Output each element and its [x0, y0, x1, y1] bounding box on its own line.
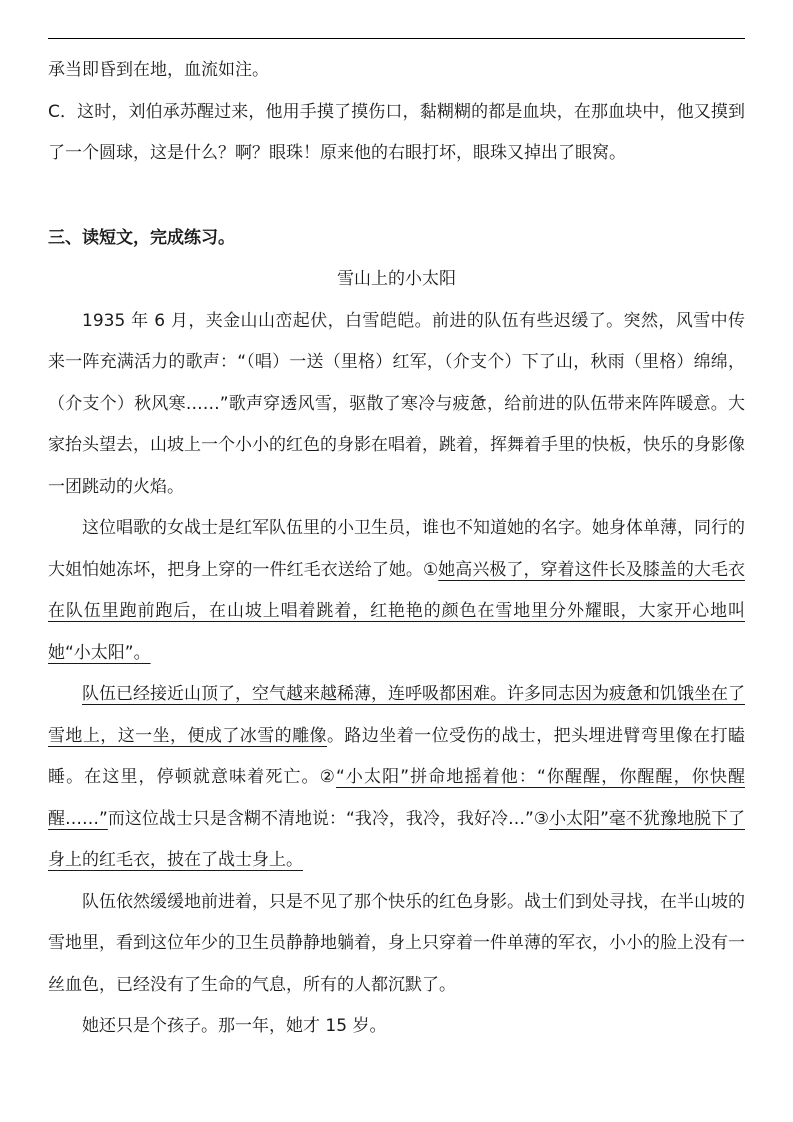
option-c: C．这时，刘伯承苏醒过来，他用手摸了摸伤口，黏糊糊的都是血块，在那血块中，他又摸到了一个圆球，这是什么？啊？眼珠！原来他的右眼打坏，眼珠又掉出了眼窝。 [48, 101, 745, 163]
underlined-sentence-2: “小太阳”拼命地摇着他：“你醒醒，你醒醒，你快醒醒……” [48, 767, 745, 829]
section-gap [48, 175, 745, 218]
paragraph-4: 队伍依然缓缓地前进着，只是不见了那个快乐的红色身影。战士们到处寻找，在半山坡的雪地里，看到这位年少的卫生员静静地躺着，身上只穿着一件单薄的军衣，小小的脸上没有一丝血色，已经没有了生命的气息，所有的人都沉默了。 [48, 891, 745, 995]
paragraph-1: 1935 年 6 月，夹金山山峦起伏，白雪皑皑。前进的队伍有些迟缓了。突然，风雪中传来一阵充满活力的歌声：“（唱）一送（里格）红军，（介支个）下了山，秋雨（里格）绵绵，（介支个）秋风寒……”歌声穿透风雪，驱散了寒冷与疲惫，给前进的队伍带来阵阵暖意。大家抬头望去，山坡上一个小小的红色的身影在唱着，跳着，挥舞着手里的快板，快乐的身影像一团跳动的火焰。 [48, 310, 745, 497]
prev-line-end: 承当即昏到在地，血流如注。 [48, 60, 269, 80]
paragraph-5: 她还只是个孩子。那一年，她才 15 岁。 [82, 1016, 387, 1036]
document-body [48, 50, 745, 1048]
underlined-sentence-3: 小太阳”毫不犹豫地脱下了身上的红毛衣，披在了战士身上。 [48, 808, 745, 870]
underlined-passage-a: 队伍已经接近山顶了，空气越来越稀薄，连呼吸都困难。许多同志因为疲惫和饥饿坐在了雪地上，这一坐，便成了冰雪的雕像 [48, 684, 745, 746]
underlined-sentence-1: 她高兴极了，穿着这件长及膝盖的大毛衣在队伍里跑前跑后，在山坡上唱着跳着，红艳艳的颜色在雪地里分外耀眼，大家开心地叫她“小太阳”。 [48, 559, 745, 663]
header-rule [48, 38, 745, 39]
paragraph-2 [48, 508, 745, 674]
section-heading: 三、读短文，完成练习。 [48, 227, 235, 248]
paragraph-2-text: 这位唱歌的女战士是红军队伍里的小卫生员，谁也不知道她的名字。她身体单薄，同行的大姐怕她冻坏，把身上穿的一件红毛衣送给了她。① [48, 518, 745, 580]
paragraph-3-text-a: 。路边坐着一位受伤的战士，把头埋进臂弯里像在打瞌睡。在这里，停顿就意味着死亡。② [48, 725, 746, 787]
paragraph-3-text-b: 而这位战士只是含糊不清地说：“我冷，我冷，我好冷…”③ [107, 808, 550, 829]
passage-title: 雪山上的小太阳 [337, 269, 456, 289]
paragraph-3 [48, 674, 745, 882]
